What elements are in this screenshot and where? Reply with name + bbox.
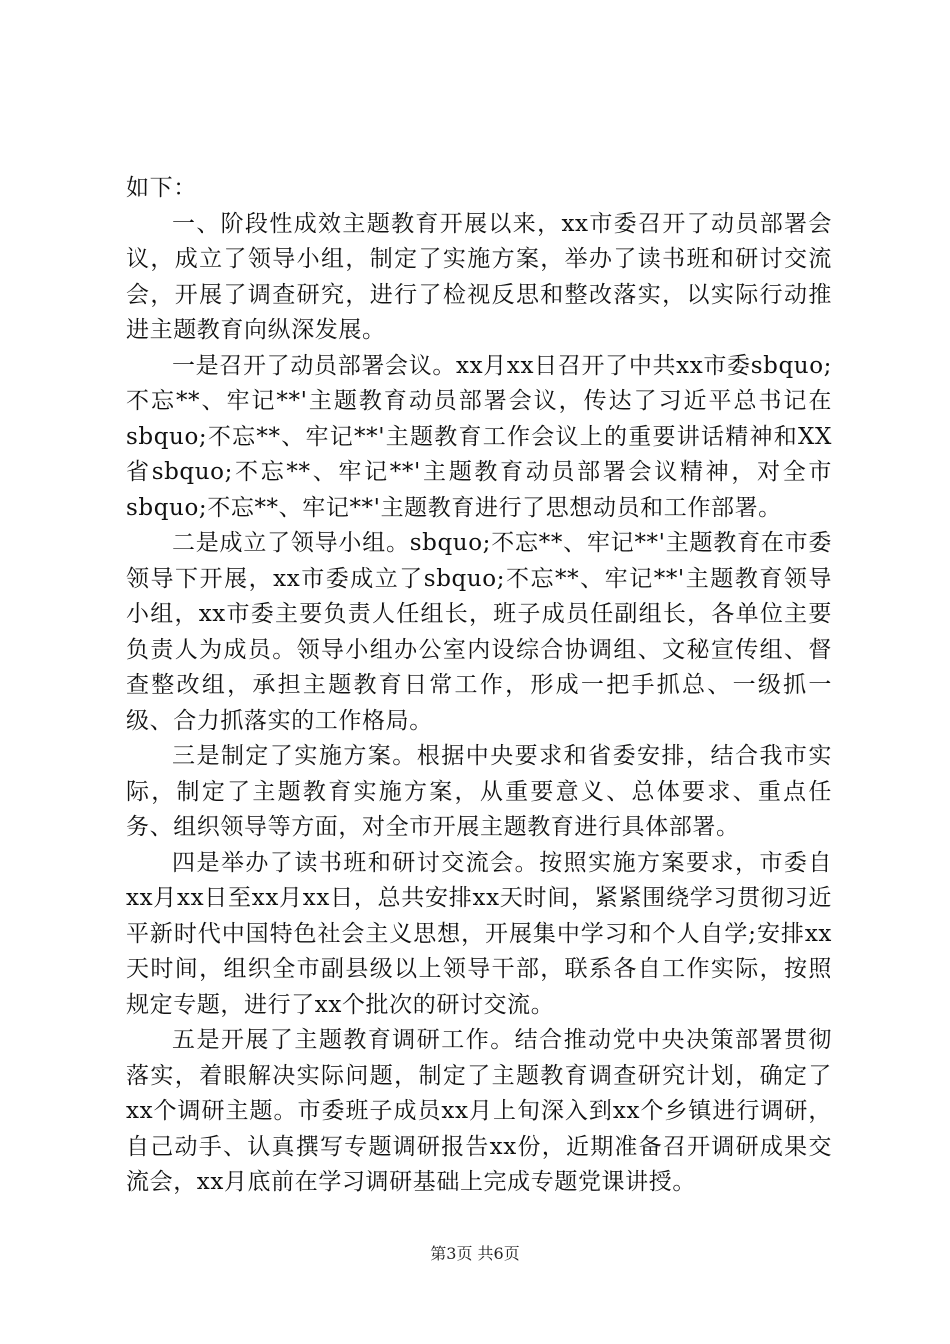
document-body	[126, 171, 832, 1201]
page-number-footer: 第3页 共6页	[430, 1244, 520, 1263]
paragraph-stage-results: 一、阶段性成效主题教育开展以来，xx市委召开了动员部署会议，成立了领导小组，制定了实施方案，举办了读书班和研讨交流会，开展了调查研究，进行了检视反思和整改落实，以实际行动推进主题教育向纵深发展。	[126, 210, 832, 343]
paragraph-intro: 如下：	[126, 175, 197, 201]
paragraph-mobilization-meeting: 一是召开了动员部署会议。xx月xx日召开了中共xx市委sbquo;不忘**、牢记**'主题教育动员部署会议，传达了习近平总书记在sbquo;不忘**、牢记**'主题教育工作会议上的重要讲话精神和XX省sbquo;不忘**、牢记**'主题教育动员部署会议精神，对全市sbquo;不忘**、牢记**'主题教育进行了思想动员和工作部署。	[126, 352, 832, 521]
paragraph-research-work: 五是开展了主题教育调研工作。结合推动党中央决策部署贯彻落实，着眼解决实际问题，制定了主题教育调查研究计划，确定了xx个调研主题。市委班子成员xx月上旬深入到xx个乡镇进行调研，自己动手、认真撰写专题调研报告xx份，近期准备召开调研成果交流会，xx月底前在学习调研基础上完成专题党课讲授。	[126, 1027, 832, 1195]
paragraph-leading-group: 二是成立了领导小组。sbquo;不忘**、牢记**'主题教育在市委领导下开展，xx市委成立了sbquo;不忘**、牢记**'主题教育领导小组，xx市委主要负责人任组长，班子成员任副组长，各单位主要负责人为成员。领导小组办公室内设综合协调组、文秘宣传组、督查整改组，承担主题教育日常工作，形成一把手抓总、一级抓一级、合力抓落实的工作格局。	[126, 530, 832, 734]
paragraph-implementation-plan: 三是制定了实施方案。根据中央要求和省委安排，结合我市实际，制定了主题教育实施方案，从重要意义、总体要求、重点任务、组织领导等方面，对全市开展主题教育进行具体部署。	[126, 743, 832, 840]
paragraph-study-sessions: 四是举办了读书班和研讨交流会。按照实施方案要求，市委自xx月xx日至xx月xx日，总共安排xx天时间，紧紧围绕学习贯彻习近平新时代中国特色社会主义思想，开展集中学习和个人自学;安排xx天时间，组织全市副县级以上领导干部，联系各自工作实际，按照规定专题，进行了xx个批次的研讨交流。	[126, 849, 832, 1018]
